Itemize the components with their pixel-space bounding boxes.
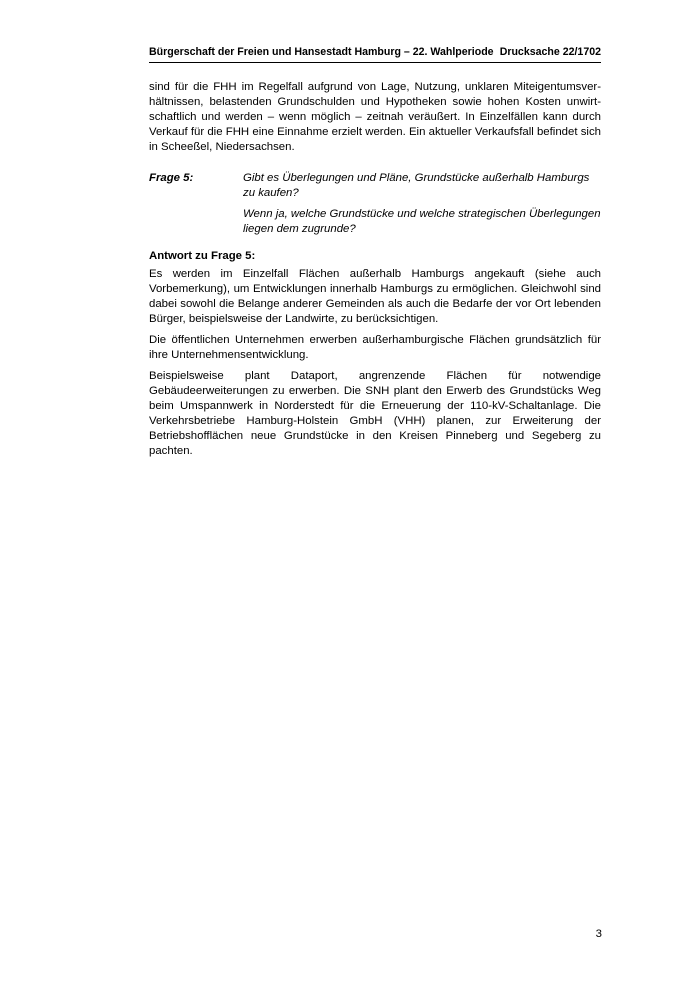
answer-paragraph: Beispielsweise plant Dataport, angrenzende Flächen für notwendige Gebäudeerweiterungen zu erwerben. Die SNH plant den Erwerb des Grundstücks Weg beim Umspannwerk in Norderstedt für die Erneuerung der 110-kV-Schaltanlage. Die Verkehrsbetriebe Hamburg-Holstein GmbH (VHH) planen, zur Erweiterung der Betriebshofflächen neue Grundstücke in den Kreisen Pinneberg und Segeberg zu pachten.: [149, 370, 601, 457]
header-title: Bürgerschaft der Freien und Hansestadt Hamburg – 22. Wahlperiode: [149, 46, 494, 58]
answer-heading: Antwort zu Frage 5:: [149, 250, 256, 262]
question-text: [243, 171, 601, 243]
question-block: [149, 171, 601, 243]
document-number: Drucksache 22/1702: [499, 46, 601, 58]
question-part-1: Gibt es Überlegungen und Pläne, Grundstücke außerhalb Hamburgs zu kaufen?: [243, 172, 590, 199]
intro-paragraph: [149, 80, 601, 155]
answer-paragraph: Es werden im Einzelfall Flächen außerhalb Hamburgs angekauft (siehe auch Vorbemerkung), um Entwicklungen innerhalb Hamburgs zu ermöglichen. Gleichwohl sind dabei sowohl die Belange anderer Gemeinden als auch die Bedarfe der vor Ort lebenden Bürger, beispielsweise der Landwirte, zu berücksichtigen.: [149, 268, 601, 325]
document-body: [149, 80, 601, 465]
answer-paragraph: Die öffentlichen Unternehmen erwerben außerhamburgische Flächen grundsätzlich für ihre Unternehmensentwicklung.: [149, 334, 601, 361]
page-number: 3: [595, 928, 602, 940]
intro-line: hältnissen, belastenden Grundschulden und Hypotheken sowie hohen Kosten unwirt-: [149, 96, 601, 108]
page-header: [149, 44, 601, 63]
question-part-2: Wenn ja, welche Grundstücke und welche strategischen Überlegungen liegen dem zugrunde?: [243, 208, 601, 235]
intro-line: Verkauf für die FHH eine Einnahme erzielt werden. Ein aktueller Verkaufsfall befindet: [149, 126, 578, 138]
question-label: Frage 5:: [149, 172, 194, 184]
intro-line: schaftlich und werden – wenn möglich – zeitnah veräußert. In Einzelfällen kann durch: [149, 111, 601, 123]
intro-line: sind für die FHH im Regelfall aufgrund von Lage, Nutzung, unklaren Miteigentumsver-: [149, 81, 601, 93]
intro-line: sich in Scheeßel, Niedersachsen.: [149, 126, 601, 153]
